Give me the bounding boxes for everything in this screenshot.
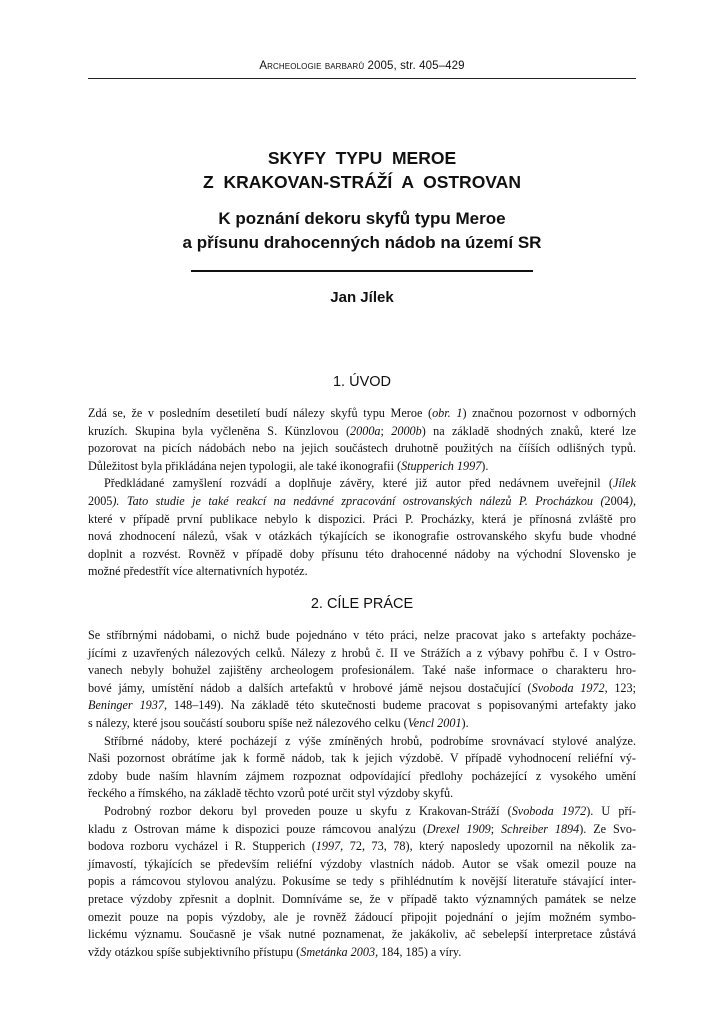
text-run: omezit pouze na popis výzdoby, ale je rovněž žádoucí připojit pojednání o jejím možném symbo- (88, 909, 636, 924)
text-line (88, 475, 636, 493)
text-line (88, 838, 636, 856)
citation-ref: 2000b (391, 423, 422, 438)
subtitle-line-1: K poznání dekoru skyfů typu Meroe (218, 209, 506, 228)
citation-ref: Smetánka 2003 (300, 944, 376, 959)
text-run: ). Ze Svo- (579, 821, 637, 836)
text-run: ; (490, 821, 502, 836)
article-title (60, 146, 664, 194)
text-line (88, 909, 636, 927)
text-run: pretace výzdoby zpřesnit a doplnit. Domníváme se, že v případě takto významných památek se nelze (88, 891, 636, 906)
citation-ref: Jílek (612, 476, 636, 491)
text-line (88, 697, 636, 715)
text-line (88, 944, 636, 962)
text-run: Se stříbrnými nádobami, o nichž bude pojednáno v této práci, nelze pracovat jako s artefakty pocháze- (88, 628, 636, 642)
journal-name: Archeologie barbarů (259, 60, 365, 72)
text-run: , 123; (604, 680, 636, 695)
text-run: vanech nebyly bohužel zajištěny archeologem profesionálem. Také naše informace o charakteru hro- (88, 663, 636, 678)
text-run: 2004 (604, 493, 629, 508)
citation-ref: 2000a (350, 423, 381, 438)
citation-ref: ), (628, 493, 636, 508)
citation-ref: ). Tato studie je také reakcí na nedávné zpracování ostrovanských nálezů P. Procházkou ( (112, 493, 605, 508)
text-run: Stříbrné nádoby, které pocházejí z výše zmíněných hrobů, podrobíme srovnávací stylové analýze. (104, 733, 636, 748)
text-run: ; (380, 423, 392, 438)
text-run: Předkládané zamyšlení rozvádí a doplňuje závěry, které již autor před nedávnem uveřejnil ( (104, 476, 613, 491)
text-line (88, 627, 636, 645)
text-run: kruzích. Skupina byla vyčleněna S. Künzlovou ( (88, 423, 351, 438)
text-line (88, 715, 636, 733)
text-run: ). (461, 715, 469, 730)
text-run: vždy otázkou spíše subjektivního přístupu ( (88, 944, 301, 959)
text-run: kladu z Ostrovan máme k dispozici pouze rámcovou analýzu ( (88, 821, 427, 836)
text-line (88, 750, 636, 768)
citation-ref: obr. 1 (432, 406, 463, 420)
text-run: ) značnou pozornost v odborných (462, 406, 636, 420)
author-name: Jan Jílek (330, 289, 394, 306)
citation-ref: 1997 (315, 839, 341, 854)
citation-ref: Schreiber 1894 (501, 821, 580, 836)
text-line (88, 645, 636, 663)
citation-ref: Vencl 2001 (407, 715, 462, 730)
header-rule (88, 78, 636, 79)
text-line (88, 440, 636, 458)
section-body-cile-prace (88, 627, 636, 961)
text-line (88, 546, 636, 564)
title-line-2: Z KRAKOVAN-STRÁŽÍ A OSTROVAN (203, 172, 521, 192)
text-run: popis a rámcovou stylovou analýzu. Pokusíme se tedy s přihlédnutím k novější literatuře stávající inter- (88, 874, 636, 889)
section-heading-uvod: 1. ÚVOD (332, 374, 391, 390)
text-line (88, 493, 636, 511)
text-line (88, 563, 636, 581)
text-line (88, 803, 636, 821)
text-run: Důležitost byla přikládána nejen typologii, ale také ikonografii ( (88, 458, 402, 473)
text-run: ). (481, 458, 489, 473)
text-line (88, 511, 636, 529)
text-run: ) na základě shodných znaků, které lze (421, 423, 636, 438)
text-line (88, 423, 636, 441)
article-subtitle (60, 207, 664, 255)
text-line (88, 891, 636, 909)
text-run: jímavostí, týkajících se především reliéfní výzdoby vlastních nádob. Autor se však omezil pouze na (88, 856, 636, 871)
title-rule (191, 270, 533, 272)
text-run: doplnit a rozvést. Rovněž v případě doby přísunu této drahocenné nádoby na východní Slovensko je (88, 546, 636, 561)
citation-ref: Beninger 1937 (88, 698, 164, 713)
text-line (88, 458, 636, 476)
text-run: 2005 (88, 493, 113, 508)
citation-ref: Svoboda 1972 (511, 803, 587, 818)
text-line (88, 926, 636, 944)
text-line (88, 680, 636, 698)
subtitle-line-2: a přísunu drahocenných nádob na území SR (182, 233, 542, 252)
text-run: bové jámy, umístění nádob a dalších artefaktů v hrobové jámě nejsou dostačující ( (88, 680, 532, 695)
text-run: možné předestřít více alternativních hypotéz. (88, 564, 308, 579)
text-line (88, 405, 636, 423)
text-run: řeckého a římského, na základě těchto vzorů poté určit styl výzdoby skyfů. (88, 786, 454, 801)
text-line (88, 873, 636, 891)
text-run: , 184, 185) a víry. (375, 944, 462, 959)
text-run: Naši pozornost obrátíme jak k formě nádob, tak k jejich výzdobě. V případě vyhodnocení reliéfní vý- (88, 751, 636, 766)
text-line (88, 733, 636, 751)
citation: 2005, str. 405–429 (367, 60, 465, 72)
text-run: jícími z uzavřených nálezových celků. Nálezy z hrobů č. II ve Strážích a z výbavy pohřbu č. I v Ostro- (88, 645, 636, 660)
citation-ref: Drexel 1909 (426, 821, 491, 836)
text-run: , 148–149). Na základě této skutečnosti budeme pracovat s popisovanými artefakty jako (163, 698, 636, 713)
citation-ref: Stupperich 1997 (401, 458, 482, 473)
section-heading-cile-prace: 2. CÍLE PRÁCE (310, 596, 414, 612)
text-run: zdoby bude naším hlavním zájmem rozpoznat odpovídající předlohy pocházející z vysokého umění (88, 768, 636, 783)
title-line-1: SKYFY TYPU MEROE (267, 148, 457, 168)
text-line (88, 662, 636, 680)
running-head (88, 60, 636, 72)
text-run: bodova rozboru vycházel i R. Stupperich ( (88, 839, 316, 854)
text-run: které v případě první publikace nebylo k dispozici. Práci P. Procházky, která je přínosná zvláště pro (88, 511, 636, 526)
text-line (88, 821, 636, 839)
text-line (88, 528, 636, 546)
text-run: nová zhodnocení nálezů, však v otázkách týkajících se ikonografie ostrovanského skyfu bude vhodné (88, 529, 636, 544)
text-run: Zdá se, že v posledním desetiletí budí nálezy skyfů typu Meroe ( (88, 406, 433, 420)
text-line (88, 856, 636, 874)
citation-ref: Svoboda 1972 (531, 680, 605, 695)
text-run: lickému významu. Současně je však nutné poznamenat, že jakákoliv, ač sebelepší interpretace zůstává (88, 927, 636, 942)
section-body-uvod (88, 405, 636, 581)
text-run: pozorovat na picích nádobách nebo na jejich součástech druhotně použitých na čííších odlišných typů. (88, 441, 636, 456)
text-run: Podrobný rozbor dekoru byl proveden pouze u skyfu z Krakovan-Stráží ( (104, 803, 512, 818)
text-run: , 72, 73, 78), který naposledy upozornil na několik za- (340, 839, 636, 854)
text-line (88, 768, 636, 786)
text-run: ). U pří- (586, 803, 636, 818)
text-line (88, 785, 636, 803)
text-run: s nálezy, které jsou součástí souboru spíše než nálezového celku ( (88, 715, 408, 730)
